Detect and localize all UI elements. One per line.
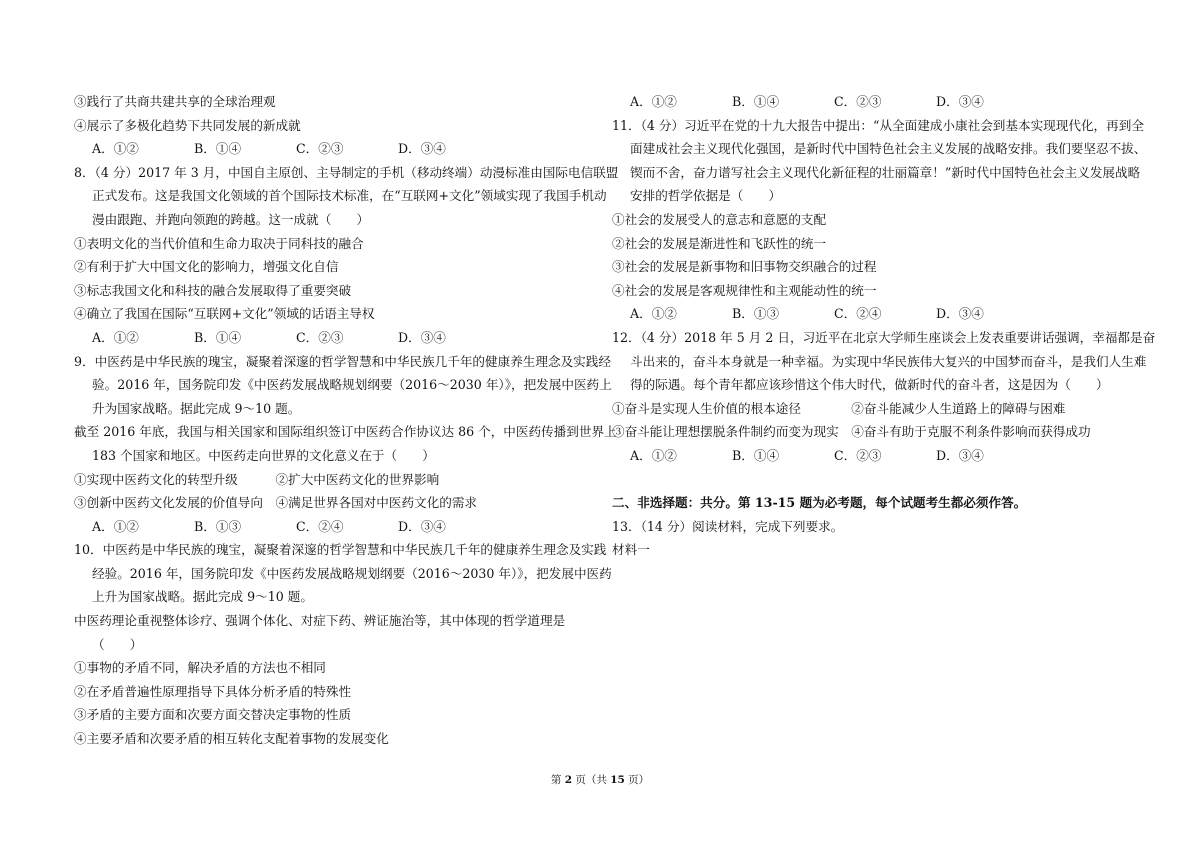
question-10-stem: （ ） [92, 636, 143, 652]
answer-choices [74, 326, 594, 350]
option-line: ④展示了多极化趋势下共同发展的新成就 [74, 117, 301, 133]
choice-d: D．③④ [398, 141, 446, 157]
choice-a: A．①② [630, 306, 677, 322]
option-line: ③社会的发展是新事物和旧事物交织融合的过程 [612, 259, 877, 275]
page-number: 2 [564, 774, 572, 786]
option-line: ②社会的发展是渐进性和飞跃性的统一 [612, 235, 827, 251]
choice-a: A．①② [630, 94, 677, 109]
choice-d: D．③④ [398, 329, 446, 345]
answer-choices [612, 90, 1132, 114]
option-line: ④主要矛盾和次要矛盾的相互转化支配着事物的发展变化 [74, 731, 389, 747]
choice-b: B．①③ [732, 306, 780, 322]
choice-a: A．①② [92, 329, 139, 345]
choice-a: A．①② [92, 518, 139, 534]
option-line: ②在矛盾普遍性原理指导下具体分析矛盾的特殊性 [74, 683, 352, 699]
choice-d: D．③④ [936, 447, 984, 463]
question-9-stem: 截至 2016 年底，我国与相关国家和国际组织签订中医药合作协议达 86 个，中医药传播到世界上 [74, 424, 617, 440]
choice-b: B．①④ [732, 447, 780, 463]
question-10-stem: 中医药理论重视整体诊疗、强调个体化、对症下药、辨证施治等，其中体现的哲学道理是 [74, 613, 566, 629]
option-line: ①社会的发展受人的意志和意愿的支配 [612, 211, 827, 227]
footer-suffix: 页） [628, 774, 650, 786]
option-line: ①表明文化的当代价值和生命力取决于同科技的融合 [74, 235, 364, 251]
choice-d: D．③④ [936, 94, 984, 109]
option-line: ③践行了共商共建共享的全球治理观 [74, 94, 276, 109]
question-8-stem: 漫由跟跑、并跑向领跑的跨越。这一成就（ ） [92, 211, 370, 227]
choice-d: D．③④ [936, 306, 984, 322]
option-line: ①事物的矛盾不同，解决矛盾的方法也不相同 [74, 660, 326, 676]
question-13-stem: 13．（14 分）阅读材料，完成下列要求。 [612, 518, 844, 534]
answer-choices [74, 137, 594, 161]
footer-prefix: 第 [550, 774, 562, 786]
choice-b: B．①④ [194, 329, 242, 345]
question-9-stem: 升为国家战略。据此完成 9～10 题。 [92, 400, 301, 416]
section-title: 二、非选择题：共分。第 13-15 题为必考题，每个试题考生都必须作答。 [612, 495, 1027, 511]
question-12-stem: 斗出来的，奋斗本身就是一种幸福。为实现中华民族伟大复兴的中国梦而奋斗，是我们人生难 [630, 353, 1147, 369]
choice-b: B．①④ [194, 141, 242, 157]
choice-d: D．③④ [398, 518, 446, 534]
question-9-stem: 验。2016 年，国务院印发《中医药发展战略规划纲要（2016～2030 年）》，把发展中医药上 [92, 377, 612, 393]
option-line: ①实现中医药文化的转型升级 ②扩大中医药文化的世界影响 [74, 471, 440, 487]
answer-choices [612, 444, 1132, 468]
spacer [612, 468, 1132, 492]
option-line: ①奋斗是实现人生价值的根本途径 ②奋斗能减少人生道路上的障碍与困难 [612, 400, 1066, 416]
option-line: ③标志我国文化和科技的融合发展取得了重要突破 [74, 282, 352, 298]
choice-c: C．②③ [296, 141, 344, 157]
material-label: 材料一 [612, 542, 650, 558]
option-line: ③创新中医药文化发展的价值导向 ④满足世界各国对中医药文化的需求 [74, 495, 477, 511]
option-line: ④社会的发展是客观规律性和主观能动性的统一 [612, 282, 877, 298]
choice-c: C．②③ [834, 447, 882, 463]
question-12-stem: 12．（4 分）2018 年 5 月 2 日，习近平在北京大学师生座谈会上发表重要讲话强调，幸福都是奋 [612, 329, 1156, 345]
option-line: ③矛盾的主要方面和次要方面交替决定事物的性质 [74, 707, 352, 723]
question-11-stem: 11．（4 分）习近平在党的十九大报告中提出：“从全面建成小康社会到基本实现现代化，再到全 [612, 117, 1144, 133]
question-11-stem: 锲而不舍，奋力谱写社会主义现代化新征程的壮丽篇章！”新时代中国特色社会主义发展战略 [630, 164, 1141, 180]
choice-b: B．①③ [194, 518, 242, 534]
choice-b: B．①④ [732, 94, 780, 109]
choice-a: A．①② [630, 447, 677, 463]
footer-mid: 页（共 [575, 774, 607, 786]
question-11-stem: 安排的哲学依据是（ ） [630, 188, 782, 204]
left-column [74, 90, 619, 751]
answer-choices [74, 515, 594, 539]
question-10-stem: 10．中医药是中华民族的瑰宝，凝聚着深邃的哲学智慧和中华民族几千年的健康养生理念及实践 [74, 542, 607, 558]
right-column [612, 90, 1156, 562]
choice-c: C．②④ [296, 518, 344, 534]
question-10-stem: 上升为国家战略。据此完成 9～10 题。 [92, 589, 313, 605]
option-line: ④确立了我国在国际“互联网+文化”领域的话语主导权 [74, 306, 375, 322]
option-line: ③奋斗能让理想摆脱条件制约而变为现实 ④奋斗有助于克服不利条件影响而获得成功 [612, 424, 1091, 440]
choice-c: C．②③ [296, 329, 344, 345]
choice-a: A．①② [92, 141, 139, 157]
question-9-stem: 183 个国家和地区。中医药走向世界的文化意义在于（ ） [92, 447, 435, 463]
option-line: ②有利于扩大中国文化的影响力，增强文化自信 [74, 259, 339, 275]
choice-c: C．②④ [834, 306, 882, 322]
question-8-stem: 正式发布。这是我国文化领域的首个国际技术标准，在“互联网+文化”领域实现了我国手机动 [92, 188, 607, 204]
question-8-stem: 8．（4 分）2017 年 3 月，中国自主原创、主导制定的手机（移动终端）动漫标准由国际电信联盟 [74, 164, 619, 180]
answer-choices [612, 302, 1132, 326]
question-11-stem: 面建成社会主义现代化强国，是新时代中国特色社会主义发展的战略安排。我们要坚忍不拔、 [630, 141, 1147, 157]
question-9-stem: 9．中医药是中华民族的瑰宝，凝聚着深邃的哲学智慧和中华民族几千年的健康养生理念及实践经 [74, 353, 611, 369]
choice-c: C．②③ [834, 94, 882, 109]
page-footer [0, 773, 1200, 787]
page-total: 15 [610, 774, 625, 786]
question-12-stem: 得的际遇。每个青年都应该珍惜这个伟大时代，做新时代的奋斗者，这是因为（ ） [630, 377, 1109, 393]
question-10-stem: 经验。2016 年，国务院印发《中医药发展战略规划纲要（2016～2030 年）》，把发展中医药 [92, 565, 612, 581]
